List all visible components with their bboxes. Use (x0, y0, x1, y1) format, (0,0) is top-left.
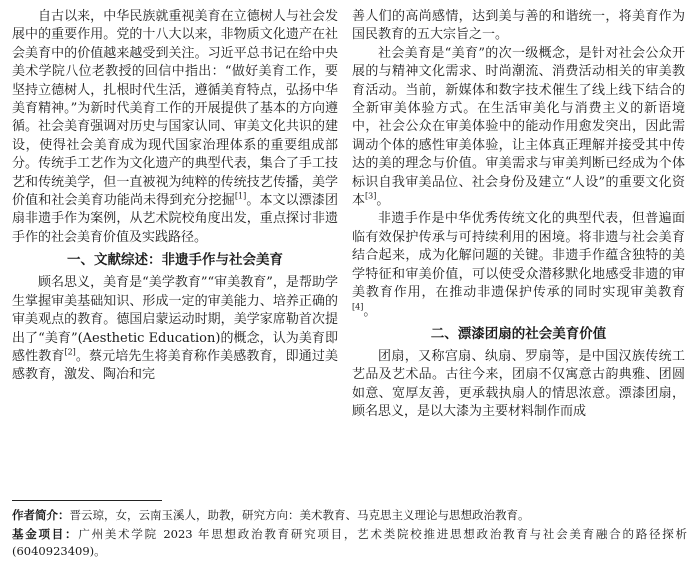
citation-ref: [1] (234, 191, 247, 201)
section1-tail: 。蔡元培先生将美育称作美感教育，即通过美感教育，激发、陶冶和完 (12, 348, 338, 383)
intro-tail: 。本文以漂漆团扇非遗手作为案例，从艺术院校角度出发，重点探讨非遗手作的社会美育价值及实践路径。 (12, 193, 338, 245)
social-aesthetic-paragraph (352, 45, 685, 211)
footnote-divider (12, 500, 162, 501)
right-column (352, 8, 685, 422)
social-aesthetic-text: 社会美育是“美育”的次一级概念，是针对社会公众开展的与精神文化需求、时尚潮流、消费活动相关的审美教育活动。当前，新媒体和数字技术催生了线上线下结合的全新审美体验方式。在生活审美化与消费主义的新语境中，社会公众在审美体验中的能动作用愈发突出，因此需调动个体的感性审美体验，让主体真正理解并接受其中传达的美的理念与价值。审美需求与审美判断已经成为个体标识自我审美品位、社会身份及建立“人设”的重要文化资本 (352, 45, 685, 209)
intro-paragraph (12, 8, 338, 247)
author-text: 晋云琼，女，云南玉溪人，助教，研究方向：美术教育、马克思主义理论与思想政治教育。 (69, 508, 530, 522)
section2-paragraph: 团扇，又称宫扇、纨扇、罗扇等，是中国汉族传统工艺品及艺术品。古往今来，团扇不仅寓意古韵典雅、团圆如意、宽厚友善，更承载执扇人的情思浓意。漂漆团扇，顾名思义，是以大漆为主要材料制作而成 (352, 348, 685, 420)
section-heading-1: 一、文献综述：非遗手作与社会美育 (67, 252, 283, 269)
heritage-text: 非遗手作是中华优秀传统文化的典型代表，但普遍面临有效保护传承与可持续利用的困境。将非遗与社会美育结合起来，成为化解问题的关键。非遗手作蕴含独特的美学特征和审美价值，可以使受众潜移默化地感受非遗的审美教育作用，在推动非遗保护传承的同时实现审美教育 (352, 211, 685, 301)
left-column (12, 8, 338, 385)
section1-text: 顾名思义，美育是“美学教育”“审美教育”，是帮助学生掌握审美基础知识、形成一定的审美能力、培养正确的审美观点的教育。德国启蒙运动时期，美学家席勒首次提出了“美育”(Aesthetic Education)的概念，认为美育即感性教育 (12, 275, 338, 364)
section-heading-2: 二、漂漆团扇的社会美育价值 (430, 325, 607, 342)
footnotes (12, 507, 687, 562)
fund-label: 基金项目： (12, 526, 79, 541)
fund-info (12, 526, 687, 561)
citation-ref: [2] (64, 347, 76, 357)
continued-paragraph: 善人们的高尚感情，达到美与善的和谐统一，将美育作为国民教育的五大宗旨之一。 (352, 9, 685, 43)
fund-text: 广州美术学院 2023 年思想政治教育研究项目，艺术类院校推进思想政治教育与社会美育融合的路径探析(6040923409)。 (12, 526, 688, 558)
author-label: 作者简介： (12, 508, 70, 522)
author-bio (12, 507, 687, 525)
heritage-tail: 。 (363, 303, 377, 319)
citation-ref: [4] (352, 302, 364, 312)
citation-ref: [3] (365, 191, 377, 201)
section1-paragraph (12, 274, 338, 384)
social-aesthetic-tail: 。 (376, 193, 390, 209)
heritage-paragraph (352, 210, 685, 320)
intro-text: 自古以来，中华民族就重视美育在立德树人与社会发展中的重要作用。党的十八大以来，非物质文化遗产在社会美育中的价值越来越受到关注。习近平总书记在给中央美术学院八位老教授的回信中指出：“做好美育工作，要坚持立德树人，扎根时代生活，遵循美育特点，弘扬中华美育精神。”为新时代美育工作的开展提供了基本的方向遵循。社会美育强调对历史与国家认同、审美文化共识的建设，使得社会美育成为现代国家治理体系的重要组成部分。传统手工艺作为文化遗产的典型代表，集合了手工技艺和传统美学，但一直被视为纯粹的传统技艺传播，美学价值和社会美育功能尚未得到充分挖掘 (12, 9, 338, 209)
